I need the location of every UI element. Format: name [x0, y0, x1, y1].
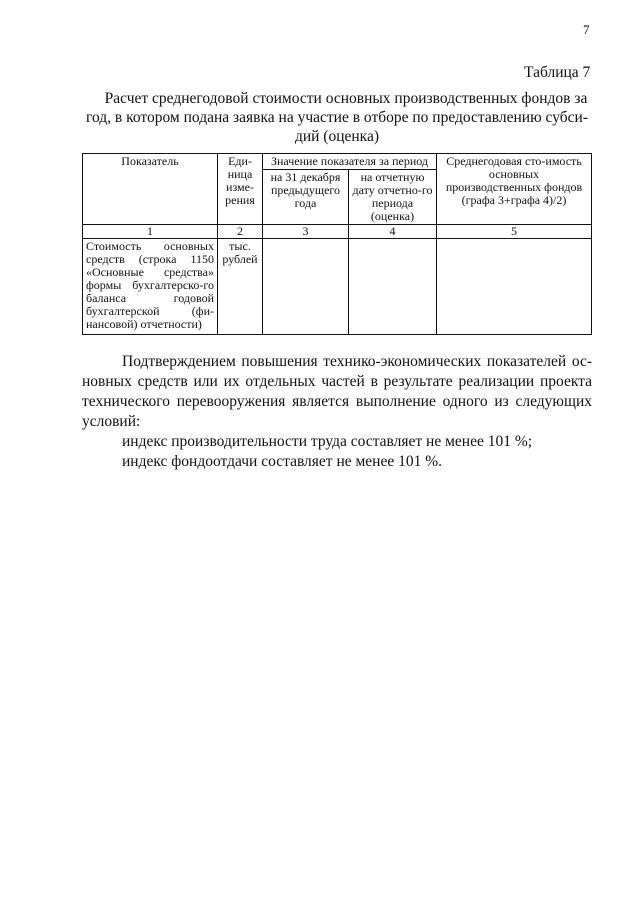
header-unit: Еди-ница изме-рения: [218, 154, 263, 225]
list-item: индекс производительности труда составляет не менее 101 %;: [122, 433, 533, 450]
header-prev-year: на 31 декабря предыдущего года: [263, 170, 349, 225]
cell-indicator: Стоимость основных средств (строка 1150 «Основные средства» формы бухгалтерско-го баланса годовой бухгалтерской (фи-нансовой) отчетности): [83, 239, 218, 335]
column-number: 2: [218, 225, 263, 239]
header-indicator: Показатель: [83, 154, 218, 225]
document-title: [82, 89, 592, 146]
table-header-row: [83, 154, 592, 170]
column-number: 1: [83, 225, 218, 239]
title-line-3: дий (оценка): [294, 128, 380, 145]
header-avg-cost: Среднегодовая сто-имость основных производственных фондов (графа 3+графа 4)/2): [437, 154, 592, 225]
title-line-1: Расчет среднегодовой стоимости основных производственных фондов за: [104, 90, 588, 107]
column-number: 4: [349, 225, 437, 239]
page-number: 7: [583, 22, 590, 37]
column-number: 5: [437, 225, 592, 239]
list-item: индекс фондоотдачи составляет не менее 101 %.: [122, 453, 443, 470]
cell-avg-cost: [437, 239, 592, 335]
calculation-table: [82, 153, 592, 335]
header-period-value: Значение показателя за период: [263, 154, 437, 170]
table-row: [83, 239, 592, 335]
title-line-2: год, в котором подана заявка на участие в отборе по предоставлению субси-: [86, 109, 588, 126]
cell-unit: тыс. рублей: [218, 239, 263, 335]
column-number-row: [83, 225, 592, 239]
body-text: [82, 352, 592, 472]
cell-prev-year: [263, 239, 349, 335]
column-number: 3: [263, 225, 349, 239]
table-label: Таблица 7: [524, 64, 591, 81]
header-report-date: на отчетную дату отчетно-го периода (оценка): [349, 170, 437, 225]
body-paragraph: Подтверждением повышения технико-экономических показателей ос-новных средств или их отдельных частей в результате реализации проекта технического перевооружения является выполнение одного из следующих условий:: [82, 353, 592, 430]
cell-report-date: [349, 239, 437, 335]
